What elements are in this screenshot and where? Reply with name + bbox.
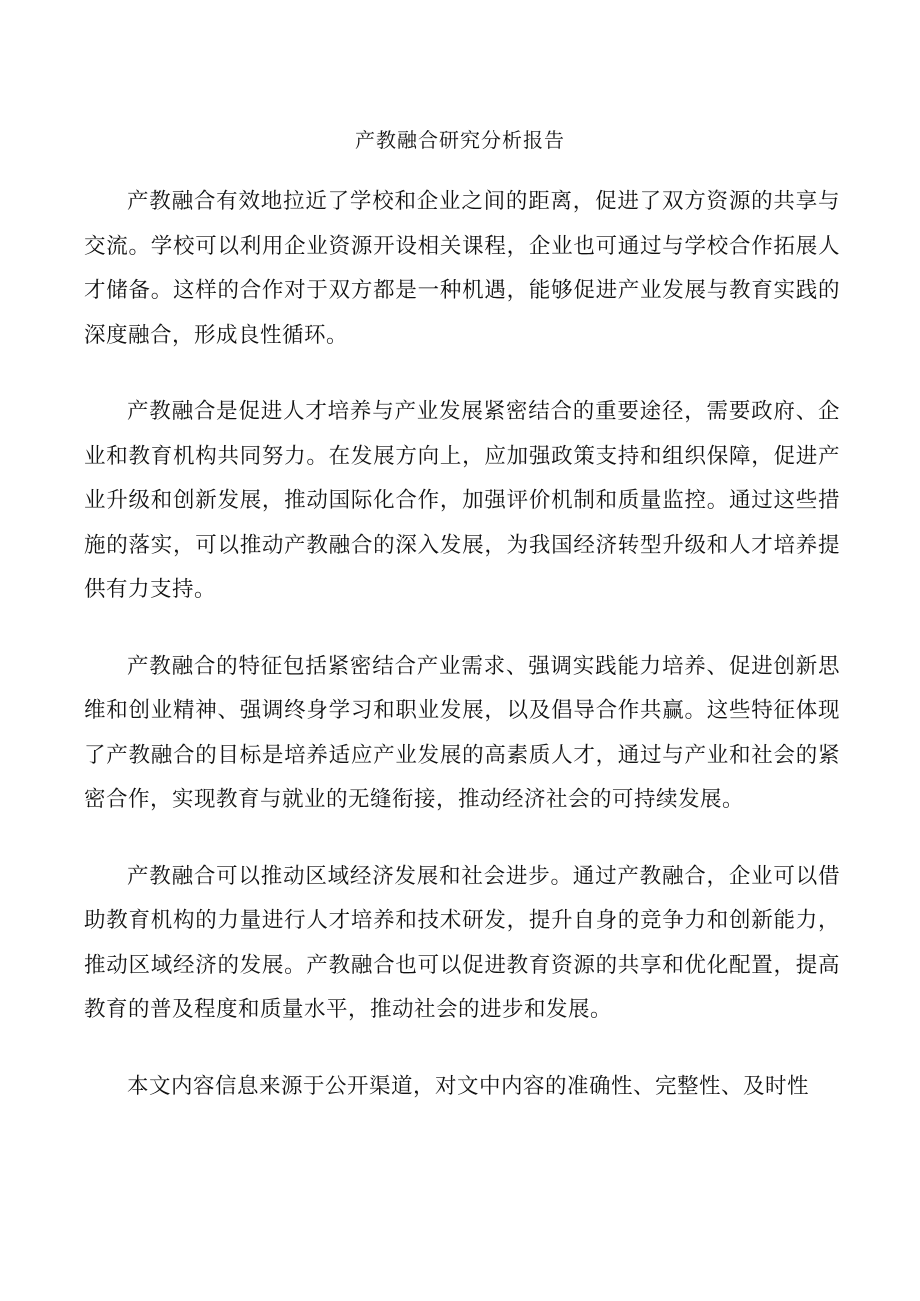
document-title: 产教融合研究分析报告 bbox=[355, 128, 565, 152]
document-body bbox=[84, 180, 840, 1141]
paragraph-2: 产教融合是促进人才培养与产业发展紧密结合的重要途径，需要政府、企业和教育机构共同努力。在发展方向上，应加强政策支持和组织保障，促进产业升级和创新发展，推动国际化合作，加强评价机制和质量监控。通过这些措施的落实，可以推动产教融合的深入发展，为我国经济转型升级和人才培养提供有力支持。 bbox=[84, 399, 840, 602]
paragraph-1: 产教融合有效地拉近了学校和企业之间的距离，促进了双方资源的共享与交流。学校可以利用企业资源开设相关课程，企业也可通过与学校合作拓展人才储备。这样的合作对于双方都是一种机遇，能够促进产业发展与教育实践的深度融合，形成良性循环。 bbox=[84, 189, 840, 348]
paragraph-4: 产教融合可以推动区域经济发展和社会进步。通过产教融合，企业可以借助教育机构的力量进行人才培养和技术研发，提升自身的竞争力和创新能力，推动区域经济的发展。产教融合也可以促进教育资源的共享和优化配置，提高教育的普及程度和质量水平，推动社会的进步和发展。 bbox=[84, 863, 840, 1022]
paragraph-3: 产教融合的特征包括紧密结合产业需求、强调实践能力培养、促进创新思维和创业精神、强调终身学习和职业发展，以及倡导合作共赢。这些特征体现了产教融合的目标是培养适应产业发展的高素质人才，通过与产业和社会的紧密合作，实现教育与就业的无缝衔接，推动经济社会的可持续发展。 bbox=[84, 653, 840, 812]
paragraph-5: 本文内容信息来源于公开渠道，对文中内容的准确性、完整性、及时性 bbox=[127, 1073, 810, 1099]
